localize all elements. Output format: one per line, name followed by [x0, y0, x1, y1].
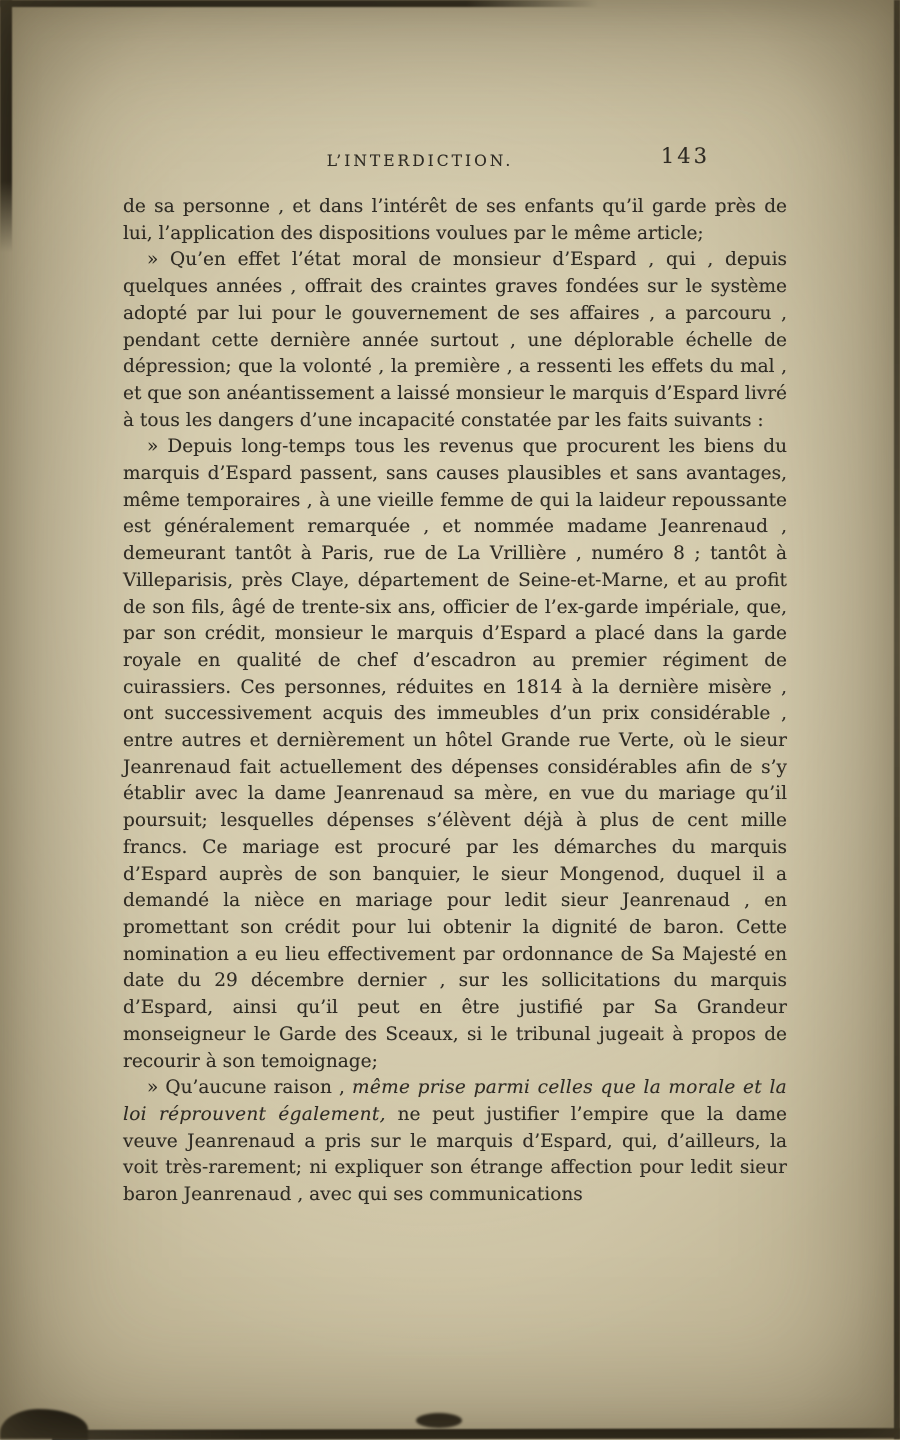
page-number: 143 — [660, 144, 710, 168]
paragraph-continuation: de sa personne , et dans l’intérêt de ses enfants qu’il garde près de lui, l’application des dispositions voulues par le même article; — [123, 196, 787, 244]
scan-edge-left — [0, 0, 12, 252]
paragraph-rest-text: ne peut justifier l’empire que la dame veuve Jeanrenaud a pris sur le marquis d’Espard, qui, d’ailleurs, la voit très-rarement; ni expliquer son étrange affection pour ledit sieur baron Jeanrenaud , avec qui ses communications — [123, 1103, 787, 1206]
scan-corner-blob — [0, 1409, 88, 1439]
body-text — [123, 194, 787, 1209]
scan-edge-right — [894, 0, 900, 1439]
printed-page — [123, 144, 787, 1209]
running-title: L’INTERDICTION. — [326, 152, 514, 170]
running-head — [123, 144, 787, 178]
emphasized-text: même prise parmi celles que la morale et la loi réprouvent également, — [123, 1077, 787, 1125]
scan-edge-bottom — [52, 1428, 900, 1440]
paragraph-quote-1: » Qu’en effet l’état moral de monsieur d’Espard , qui , depuis quelques années , offrait des craintes graves fondées sur le système adopté par lui pour le gouvernement de ses affaires , a parcouru , pendant cette dernière année surtout , une déplorable échelle de dépression; que la volonté , la première , a ressenti les effets du mal , et que son anéantissement a laissé monsieur le marquis d’Espard livré à tous les dangers d’une incapacité constatée par les faits suivants : — [123, 249, 787, 431]
paragraph-quote-2: » Depuis long-temps tous les revenus que procurent les biens du marquis d’Espard passent, sans causes plausibles et sans avantages, même temporaires , à une vieille femme de qui la laideur repoussante est généralement remarquée , et nommée madame Jeanrenaud , demeurant tantôt à Paris, rue de La Vrillière , numéro 8 ; tantôt à Villeparisis, près Claye, département de Seine-et-Marne, et au profit de son fils, âgé de trente-six ans, officier de l’ex-garde impériale, que, par son crédit, monsieur le marquis d’Espard a placé dans la garde royale en qualité de chef d’escadron au premier régiment de cuirassiers. Ces personnes, réduites en 1814 à la dernière misère , ont successivement acquis des immeubles d’un prix considérable , entre autres et dernièrement un hôtel Grande rue Verte, où le sieur Jeanrenaud fait actuellement des dépenses considérables afin de s’y établir avec la dame Jeanrenaud sa mère, en vue du mariage qu’il poursuit; lesquelles dépenses s’élèvent déjà à plus de cent mille francs. Ce mariage est procuré par les démarches du marquis d’Espard auprès de son banquier, le sieur Mongenod, duquel il a demandé la nièce en mariage pour ledit sieur Jeanrenaud , en promettant son crédit pour lui obtenir la dignité de baron. Cette nomination a eu lieu effectivement par ordonnance de Sa Majesté en date du 29 décembre dernier , sur les sollicitations du marquis d’Espard, ainsi qu’il peut en être justifié par Sa Grandeur monseigneur le Garde des Sceaux, si le tribunal jugeait à propos de recourir à son temoignage; — [123, 436, 787, 1072]
scan-smudge — [416, 1413, 462, 1428]
paragraph-lead-text: » Qu’aucune raison , — [147, 1077, 353, 1099]
paragraph-quote-3 — [123, 1075, 787, 1209]
scan-edge-top — [0, 0, 598, 7]
